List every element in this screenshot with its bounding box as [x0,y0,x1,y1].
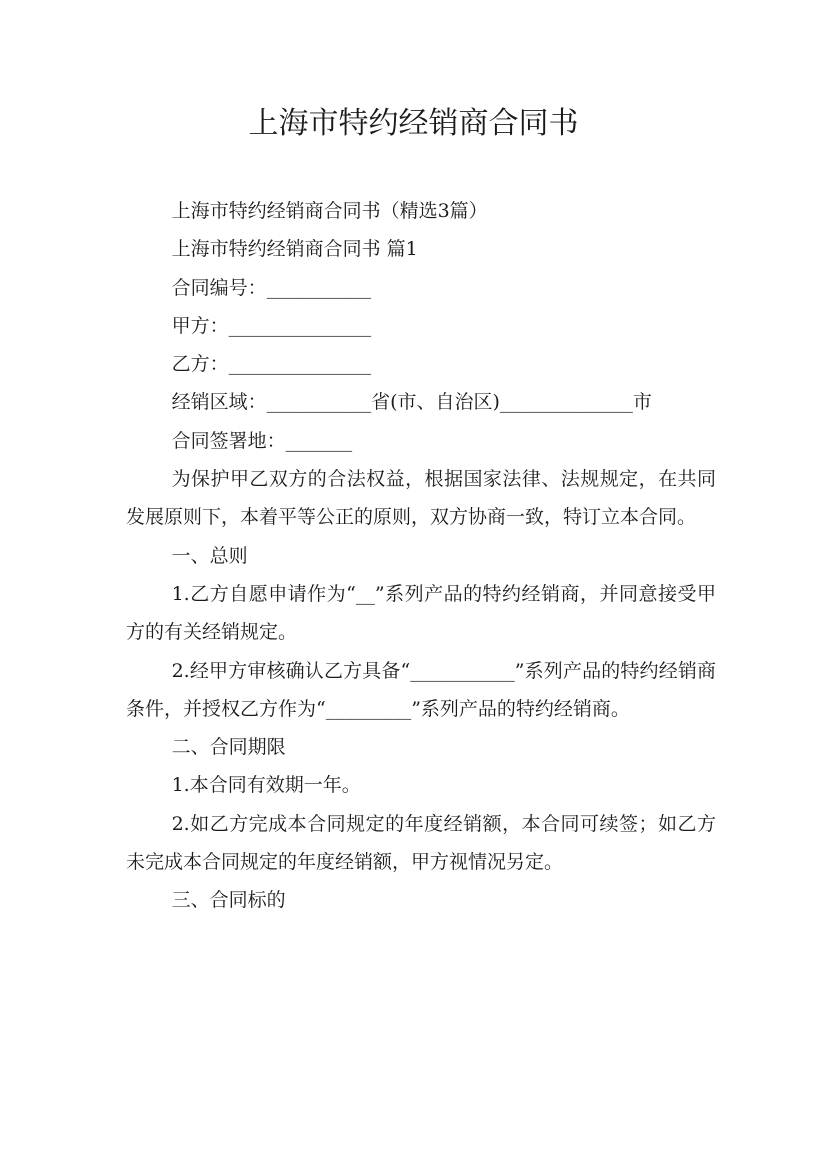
paragraph-contract-number: 合同编号：___________ [171,276,372,299]
paragraph-signing-location: 合同签署地：_______ [171,429,353,452]
paragraph-clause-2-2: 2.如乙方完成本合同规定的年度经销额，本合同可续签；如乙方未完成本合同规定的年度经销额，甲方视情况另定。 [126,812,716,874]
paragraph-clause-1-2: 2.经甲方审核确认乙方具备“___________”系列产品的特约经销商条件，并授权乙方作为“_________”系列产品的特约经销商。 [126,659,716,720]
paragraph-preamble: 为保护甲乙双方的合法权益，根据国家法律、法规规定，在共同发展原则下，本着平等公正的原则，双方协商一致，特订立本合同。 [126,468,716,529]
paragraph-section-heading: 上海市特约经销商合同书 篇1 [171,238,418,261]
paragraph-clause-1-1: 1.乙方自愿申请作为“__”系列产品的特约经销商，并同意接受甲方的有关经销规定。 [126,582,716,644]
paragraph-subtitle: 上海市特约经销商合同书（精选3篇） [171,200,488,222]
document-title: 上海市特约经销商合同书 [248,106,579,141]
heading-contract-term: 二、合同期限 [171,736,286,759]
document-body [126,192,716,920]
paragraph-clause-2-1: 1.本合同有效期一年。 [171,774,361,797]
paragraph-party-a: 甲方：_______________ [171,314,372,337]
heading-contract-subject: 三、合同标的 [171,889,286,912]
heading-general-provisions: 一、总则 [171,544,248,567]
paragraph-sales-region: 经销区域：___________省(市、自治区)______________市 [171,391,652,414]
paragraph-party-b: 乙方：_______________ [171,353,372,376]
